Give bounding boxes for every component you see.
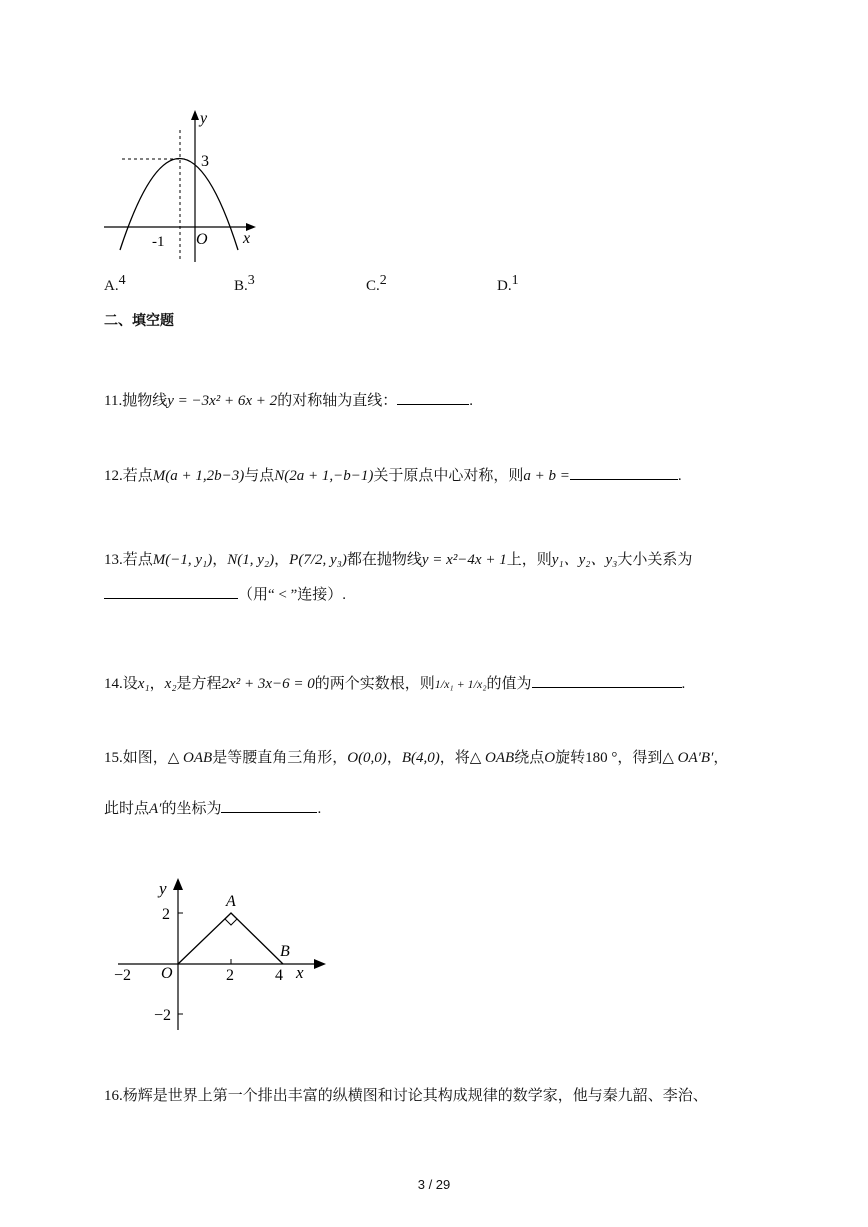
answer-blank-11[interactable] xyxy=(397,390,469,405)
question-16: 16.杨辉是世界上第一个排出丰富的纵横图和讨论其构成规律的数学家，他与秦九韶、李治、 xyxy=(104,1088,708,1104)
point-a-label: A xyxy=(226,893,236,910)
vertex-y-label: 3 xyxy=(201,153,209,170)
answer-blank-12[interactable] xyxy=(570,465,678,480)
question-13: 13.若点M(−1, y₁)，N(1, y₂)，P(7/2, y₃)都在抛物线y = x²−4x + 1上，则y₁、y₂、y₃大小关系为 xyxy=(104,552,693,568)
y-tick-neg2: −2 xyxy=(154,1007,172,1024)
x-tick-label: -1 xyxy=(152,234,165,250)
parabola-figure xyxy=(100,100,270,270)
y-tick-2: 2 xyxy=(162,906,170,923)
y-label: y xyxy=(200,110,208,127)
y-axis-arrow xyxy=(173,878,183,890)
parabola-curve xyxy=(120,159,238,251)
choice-d: D.1 xyxy=(497,273,519,294)
origin-label: O xyxy=(196,231,208,248)
x-tick-4: 4 xyxy=(275,967,283,984)
choice-a: A.4 xyxy=(104,273,126,294)
question-11: 11.抛物线y = −3x² + 6x + 2的对称轴为直线： . xyxy=(104,390,473,411)
x-tick-2: 2 xyxy=(226,967,234,984)
question-12: 12.若点M(a + 1,2b−3)与点N(2a + 1,−b−1)关于原点中心对称，则a + b = . xyxy=(104,465,682,486)
x-tick-neg2: −2 xyxy=(114,967,132,984)
question-13-line2: （用“ < ”连接）. xyxy=(104,584,346,605)
right-angle-marker xyxy=(225,913,237,925)
origin-label: O xyxy=(161,965,173,982)
choice-b: B.3 xyxy=(234,273,255,294)
answer-blank-13[interactable] xyxy=(104,584,238,599)
question-15-line2: 此时点A′的坐标为 . xyxy=(104,798,321,819)
section-heading: 二、填空题 xyxy=(104,313,174,329)
triangle-oab xyxy=(178,913,283,964)
choice-c: C.2 xyxy=(366,273,387,294)
x-axis-arrow xyxy=(314,959,326,969)
y-axis-arrow xyxy=(191,110,199,120)
question-14: 14.设x₁，x₂是方程2x² + 3x−6 = 0的两个实数根，则1/x₁ + 1/x₂的值为 . xyxy=(104,673,685,694)
page-number: 3 / 29 xyxy=(417,1177,451,1192)
answer-blank-15[interactable] xyxy=(221,798,317,813)
x-label: x xyxy=(243,230,251,247)
y-label: y xyxy=(159,879,167,898)
question-15: 15.如图，△ OAB是等腰直角三角形，O(0,0)，B(4,0)，将△ OAB绕点O旋转180 °，得到△ OA′B′， xyxy=(104,750,729,766)
triangle-figure xyxy=(100,870,340,1040)
x-label: x xyxy=(296,963,304,982)
point-b-label: B xyxy=(280,943,290,960)
answer-blank-14[interactable] xyxy=(532,673,682,688)
